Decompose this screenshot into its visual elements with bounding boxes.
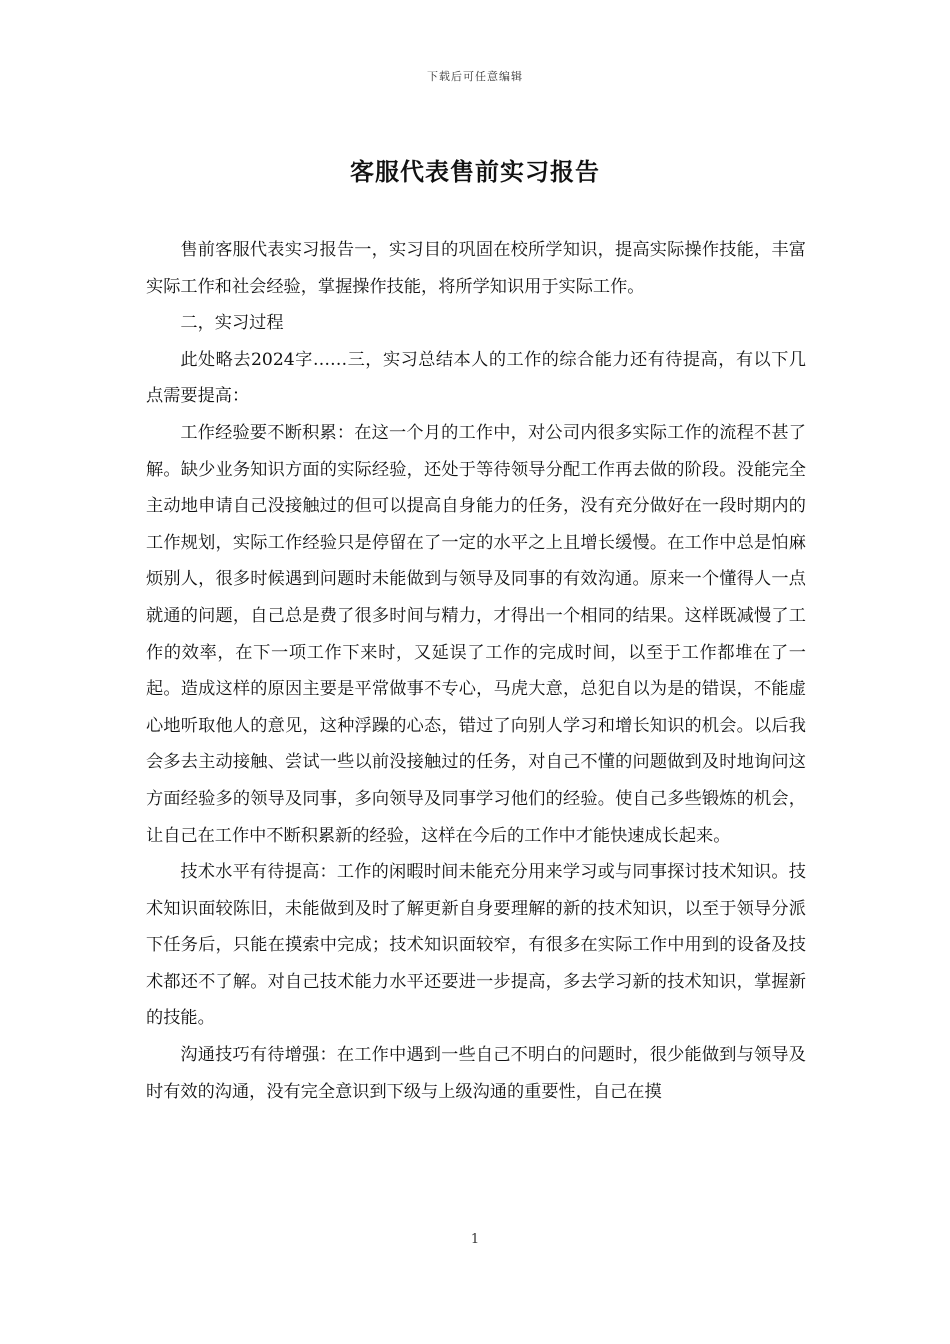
paragraph-communication: 沟通技巧有待增强：在工作中遇到一些自己不明白的问题时，很少能做到与领导及时有效的沟通，没有完全意识到下级与上级沟通的重要性，自己在摸 [146,1045,806,1102]
header-note: 下载后可任意编辑 [427,70,523,83]
document-body [146,232,806,1110]
document-title: 客服代表售前实习报告 [350,157,600,186]
paragraph-summary-intro: 此处略去2024字……三，实习总结本人的工作的综合能力还有待提高，有以下几点需要提高： [146,349,806,407]
paragraph-work-experience: 工作经验要不断积累：在这一个月的工作中，对公司内很多实际工作的流程不甚了解。缺少业务知识方面的实际经验，还处于等待领导分配工作再去做的阶段。没能完全主动地申请自己没接触过的但可以提高自身能力的任务，没有充分做好在一段时期内的工作规划，实际工作经验只是停留在了一定的水平之上且增长缓慢。在工作中总是怕麻烦别人，很多时候遇到问题时未能做到与领导及同事的有效沟通。原来一个懂得人一点就通的问题，自己总是费了很多时间与精力，才得出一个相同的结果。这样既减慢了工作的效率，在下一项工作下来时，又延误了工作的完成时间，以至于工作都堆在了一起。造成这样的原因主要是平常做事不专心，马虎大意，总犯自以为是的错误，不能虚心地听取他人的意见，这种浮躁的心态，错过了向别人学习和增长知识的机会。以后我会多去主动接触、尝试一些以前没接触过的任务，对自己不懂的问题做到及时地询问这方面经验多的领导及同事，多向领导及同事学习他们的经验。使自己多些锻炼的机会，让自己在工作中不断积累新的经验，这样在今后的工作中才能快速成长起来。 [146,422,806,846]
paragraph-technical-skill: 技术水平有待提高：工作的闲暇时间未能充分用来学习或与同事探讨技术知识。技术知识面较陈旧，未能做到及时了解更新自身要理解的新的技术知识，以至于领导分派下任务后，只能在摸索中完成；技术知识面较窄，有很多在实际工作中用到的设备及技术都还不了解。对自己技术能力水平还要进一步提高，多去学习新的技术知识，掌握新的技能。 [146,862,806,1029]
page-number: 1 [470,1232,480,1247]
paragraph-process-heading: 二，实习过程 [180,313,284,334]
paragraph-purpose: 售前客服代表实习报告一，实习目的巩固在校所学知识，提高实际操作技能，丰富实际工作和社会经验，掌握操作技能，将所学知识用于实际工作。 [146,240,806,297]
